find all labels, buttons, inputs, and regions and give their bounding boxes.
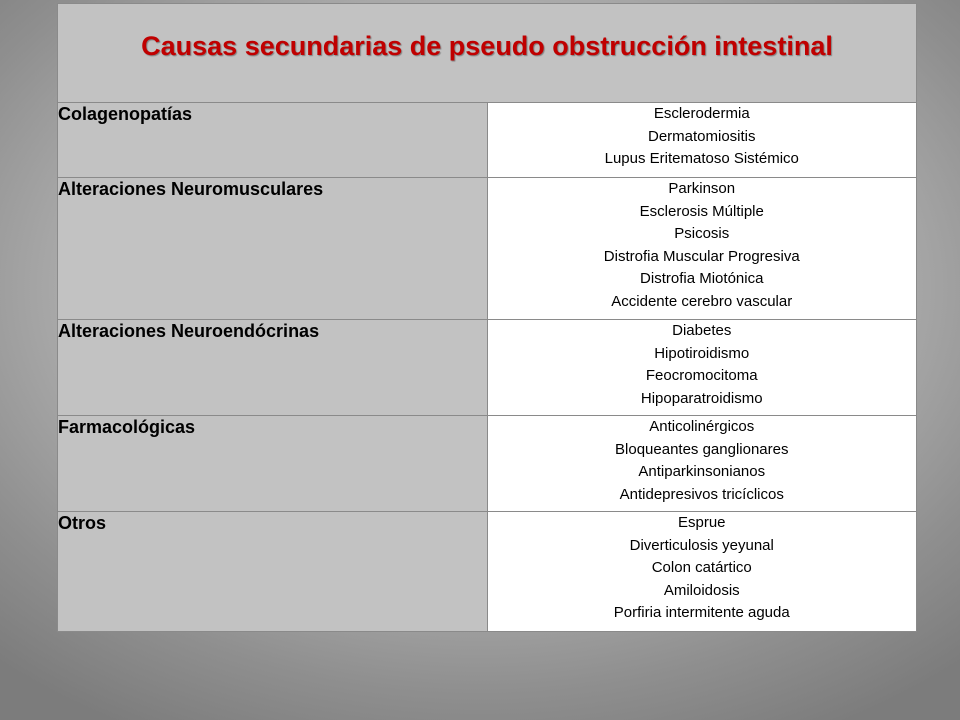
items-cell: [487, 320, 917, 416]
category-cell: Otros: [58, 512, 488, 632]
table-row: [58, 416, 917, 512]
causes-table: [57, 3, 917, 632]
title-row: [58, 4, 917, 103]
list-item: Bloqueantes ganglionares: [615, 440, 789, 458]
list-item: Diabetes: [672, 322, 732, 339]
title-cell: [58, 4, 917, 103]
list-item: Lupus Eritematoso Sistémico: [604, 150, 799, 167]
list-item: Esclerosis Múltiple: [639, 202, 764, 220]
list-item: Psicosis: [674, 225, 730, 242]
category-cell: Alteraciones Neuromusculares: [58, 178, 488, 320]
items-cell: [487, 103, 917, 178]
category-cell: Farmacológicas: [58, 416, 488, 512]
list-item: Esclerodermia: [653, 105, 750, 122]
list-item: Parkinson: [668, 180, 736, 197]
list-item: Diverticulosis yeyunal: [629, 536, 774, 554]
list-item: Porfiria intermitente aguda: [613, 604, 790, 621]
category-cell: Colagenopatías: [58, 103, 488, 178]
list-item: Esprue: [677, 514, 726, 531]
list-item: Antidepresivos tricíclicos: [619, 485, 784, 503]
list-item: Hipoparatroidismo: [640, 389, 763, 407]
table-row: [58, 320, 917, 416]
list-item: Hipotiroidismo: [654, 344, 750, 362]
items-cell: [487, 512, 917, 632]
slide-title: Causas secundarias de pseudo obstrucción intestinal: [141, 30, 833, 61]
category-cell: Alteraciones Neuroendócrinas: [58, 320, 488, 416]
list-item: Colon catártico: [651, 559, 752, 576]
list-item: Distrofia Muscular Progresiva: [603, 247, 800, 265]
items-cell: [487, 416, 917, 512]
list-item: Feocromocitoma: [645, 367, 758, 384]
list-item: Amiloidosis: [663, 581, 740, 599]
list-item: Accidente cerebro vascular: [611, 292, 793, 310]
list-item: Anticolinérgicos: [649, 418, 755, 435]
list-item: Dermatomiositis: [647, 127, 756, 145]
list-item: Antiparkinsonianos: [638, 463, 766, 480]
table-row: [58, 103, 917, 178]
table-row: [58, 178, 917, 320]
list-item: Distrofia Miotónica: [640, 270, 764, 287]
items-cell: [487, 178, 917, 320]
table-row: [58, 512, 917, 632]
